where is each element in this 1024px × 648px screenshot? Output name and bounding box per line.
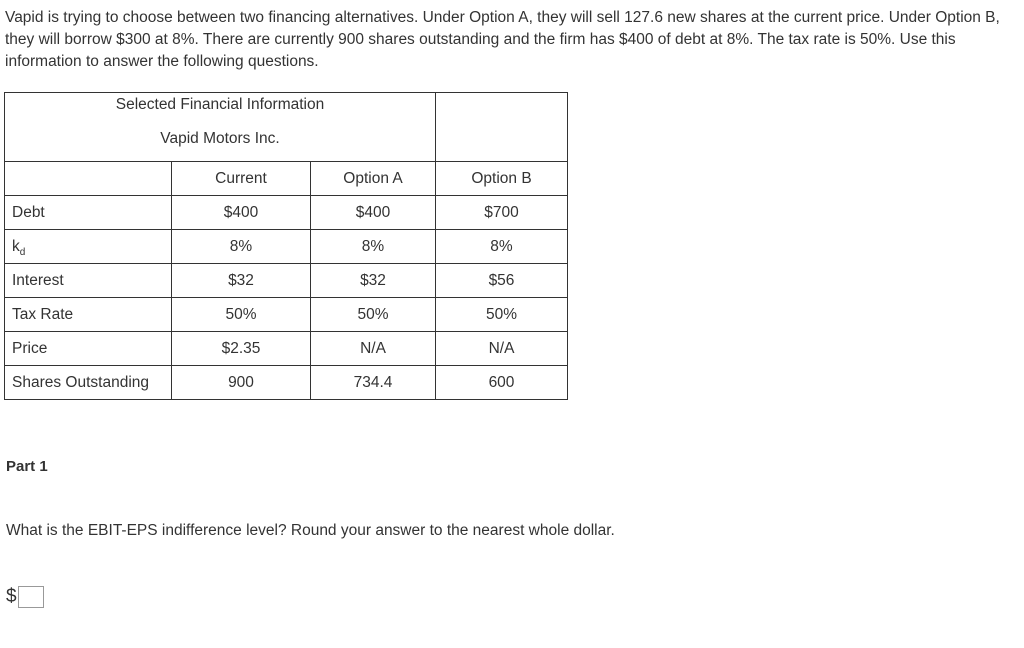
cell-option-b: 8% bbox=[436, 230, 568, 264]
kd-symbol: k bbox=[12, 238, 20, 255]
table-row bbox=[5, 230, 568, 264]
table-title-cell bbox=[5, 93, 436, 162]
dollar-sign: $ bbox=[6, 586, 17, 607]
cell-option-a: 50% bbox=[311, 298, 436, 332]
cell-current: 50% bbox=[172, 298, 311, 332]
row-label: Interest bbox=[5, 264, 172, 298]
cell-current: $2.35 bbox=[172, 332, 311, 366]
row-label: Shares Outstanding bbox=[5, 366, 172, 400]
row-label: Tax Rate bbox=[5, 298, 172, 332]
cell-option-a: N/A bbox=[311, 332, 436, 366]
cell-option-b: 600 bbox=[436, 366, 568, 400]
cell-option-b: $700 bbox=[436, 196, 568, 230]
answer-input[interactable] bbox=[18, 586, 44, 608]
row-label: Debt bbox=[5, 196, 172, 230]
table-row bbox=[5, 332, 568, 366]
cell-option-b: N/A bbox=[436, 332, 568, 366]
table-row bbox=[5, 298, 568, 332]
cell-option-b: $56 bbox=[436, 264, 568, 298]
part-heading: Part 1 bbox=[6, 458, 48, 475]
header-blank bbox=[5, 162, 172, 196]
cell-current: $400 bbox=[172, 196, 311, 230]
cell-current: 8% bbox=[172, 230, 311, 264]
row-label bbox=[5, 230, 172, 264]
question-text: What is the EBIT-EPS indifference level? Round your answer to the nearest whole dollar. bbox=[6, 522, 615, 539]
kd-subscript: d bbox=[19, 247, 26, 259]
cell-option-b: 50% bbox=[436, 298, 568, 332]
header-option-a: Option A bbox=[311, 162, 436, 196]
table-row bbox=[5, 196, 568, 230]
cell-option-a: 734.4 bbox=[311, 366, 436, 400]
cell-option-a: $32 bbox=[311, 264, 436, 298]
row-label: Price bbox=[5, 332, 172, 366]
table-title-blank bbox=[436, 93, 568, 162]
table-row bbox=[5, 264, 568, 298]
table-subtitle: Vapid Motors Inc. bbox=[160, 130, 280, 147]
cell-option-a: 8% bbox=[311, 230, 436, 264]
cell-current: 900 bbox=[172, 366, 311, 400]
table-title: Selected Financial Information bbox=[115, 96, 325, 113]
problem-statement: Vapid is trying to choose between two financing alternatives. Under Option A, they will sell 127.6 new shares at the current price. Under Option B, they will borrow $300 at 8%. There are currently 900 shares outstanding and the firm has $400 of debt at 8%. The tax rate is 50%. Use this information to answer the following questions. bbox=[5, 9, 1000, 70]
answer-row bbox=[6, 586, 44, 608]
header-current: Current bbox=[172, 162, 311, 196]
financial-info-table bbox=[4, 92, 568, 400]
header-option-b: Option B bbox=[436, 162, 568, 196]
table-row bbox=[5, 366, 568, 400]
cell-current: $32 bbox=[172, 264, 311, 298]
cell-option-a: $400 bbox=[311, 196, 436, 230]
table-header-row bbox=[5, 162, 568, 196]
